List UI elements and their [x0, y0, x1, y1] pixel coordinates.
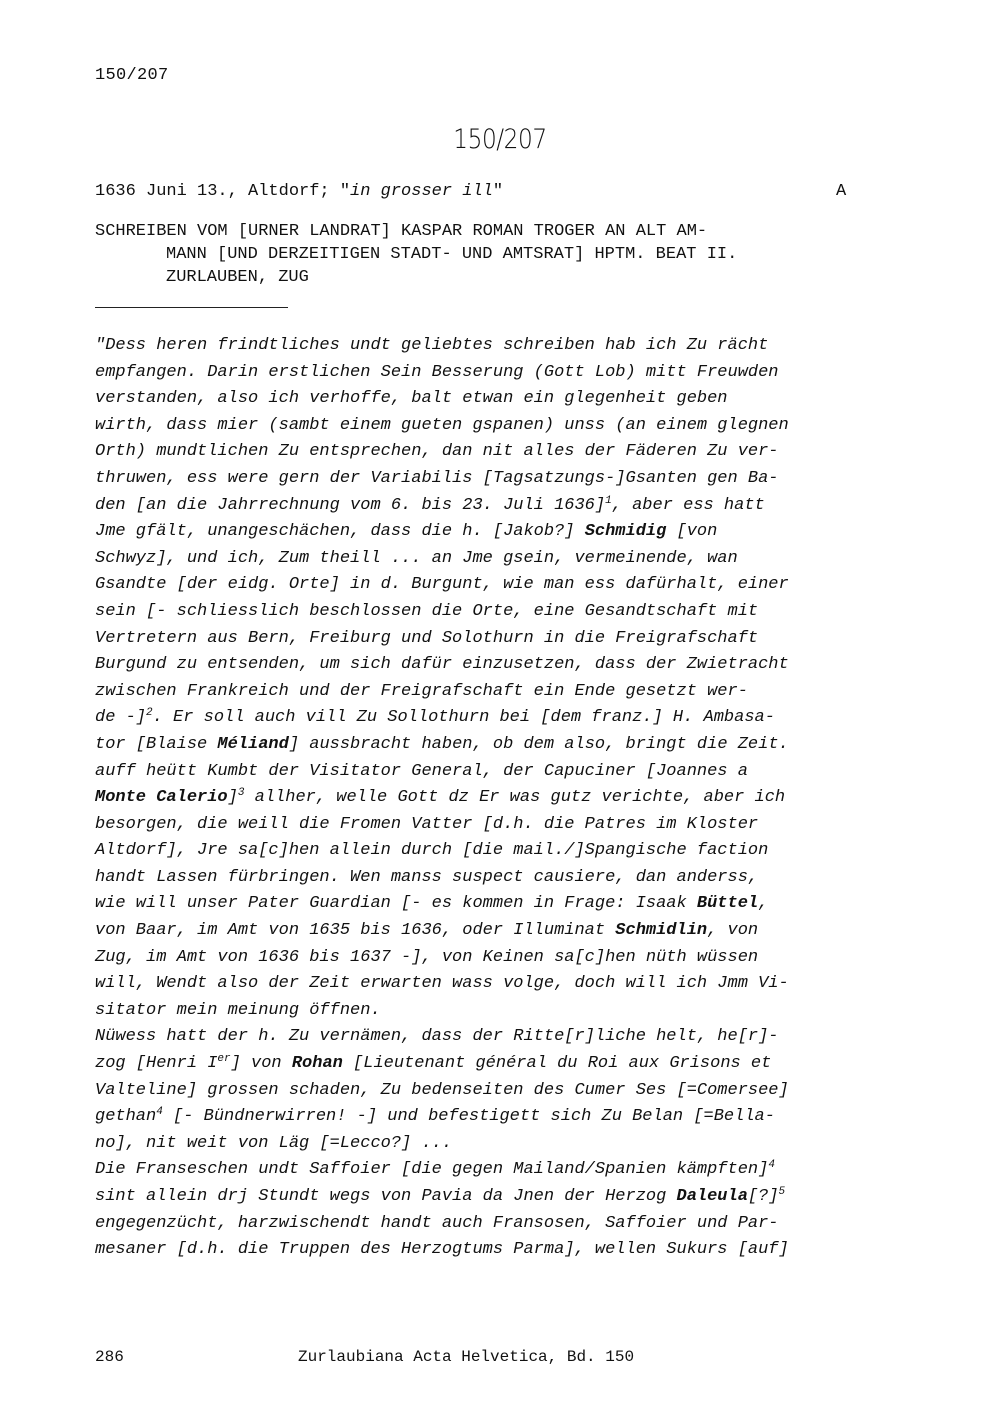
text-line — [95, 333, 865, 360]
text-segment: mesaner [d.h. die Truppen des Herzogtums Parma], wellen Sukurs [auf] — [95, 1240, 789, 1260]
text-segment: , aber ess hatt — [611, 495, 765, 515]
text-line — [95, 1078, 865, 1105]
text-line — [95, 679, 865, 706]
text-segment: Vertretern aus Bern, Freiburg und Solothurn in die Freigrafschaft — [95, 628, 759, 648]
classification-letter: A — [836, 182, 847, 201]
text-segment: auff heütt Kumbt der Visitator General, der Capuciner [Joannes a — [95, 761, 748, 781]
text-segment: ] von — [230, 1054, 292, 1074]
text-segment: de -] — [95, 708, 147, 728]
text-line — [95, 1237, 865, 1264]
text-segment: tor [Blaise — [95, 734, 218, 754]
date-quote-close: " — [492, 182, 504, 201]
text-line — [95, 572, 865, 599]
series-title: Zurlaubiana Acta Helvetica, Bd. 150 — [298, 1348, 635, 1366]
transcription-body — [95, 333, 865, 1264]
text-segment: thruwen, ess were gern der Variabilis [Tagsatzungs-]Gsanten gen Ba- — [95, 468, 779, 488]
text-segment: den [an die Jahrrechnung vom 6. bis 23. Juli 1636] — [95, 495, 606, 515]
footnote-marker: er — [217, 1053, 231, 1066]
name-bold: Schmidig — [584, 522, 667, 542]
text-line — [95, 1104, 865, 1131]
text-segment: , — [758, 894, 769, 914]
text-line — [95, 360, 865, 387]
text-segment: "Dess heren frindtliches undt geliebtes schreiben hab ich Zu rächt — [95, 336, 769, 355]
text-segment: empfangen. Darin erstlichen Sein Besserung (Gott Lob) mitt Freuwden — [95, 362, 779, 382]
text-line — [95, 466, 865, 493]
text-segment: besorgen, die weill die Fromen Vatter [d.h. die Patres im Kloster — [95, 814, 759, 834]
text-segment: Die Franseschen undt Saffoier [die gegen Mailand/Spanien kämpften] — [95, 1160, 769, 1180]
text-segment: handt Lassen fürbringen. Wen manss suspect causiere, dan anderss, — [95, 867, 759, 887]
text-segment: . Er soll auch vill Zu Sollothurn bei [dem franz.] H. Ambasa- — [152, 708, 775, 728]
text-line — [95, 439, 865, 466]
text-segment: engegenzücht, harzwischendt handt auch Fransosen, Saffoier und Par- — [95, 1213, 779, 1233]
text-line — [95, 785, 865, 812]
heading-line: ZURLAUBEN, ZUG — [166, 268, 309, 287]
text-line — [95, 891, 865, 918]
name-bold: Méliand — [217, 734, 289, 754]
text-segment: gethan — [95, 1107, 157, 1127]
text-segment: Valteline] grossen schaden, Zu bedenseiten des Cumer Ses [=Comersee] — [95, 1080, 789, 1100]
text-segment: [?] — [747, 1187, 779, 1206]
text-segment: allher, welle Gott dz Er was gutz verichte, aber ich — [244, 788, 786, 808]
text-segment: wie will unser Pater Guardian [- es kommen in Frage: Isaak — [95, 894, 697, 914]
text-segment: zwischen Frankreich und der Freigrafschaft ein Ende gesetzt wer- — [95, 681, 748, 701]
text-line — [95, 918, 865, 945]
text-line — [95, 519, 865, 546]
text-segment: no], nit weit von Läg [=Lecco?] ... — [95, 1133, 453, 1153]
text-segment: von Baar, im Amt von 1635 bis 1636, oder Illuminat — [95, 921, 616, 941]
text-segment: sitator mein meinung öffnen. — [95, 1000, 381, 1020]
text-line — [95, 1157, 865, 1184]
text-line — [95, 599, 865, 626]
text-line — [95, 705, 865, 732]
text-line — [95, 998, 865, 1025]
text-line — [95, 1131, 865, 1158]
text-segment: [Lieutenant général du Roi aux Grisons et — [342, 1054, 772, 1074]
text-line — [95, 413, 865, 440]
date-quote: in grosser ill — [350, 182, 493, 201]
text-line — [95, 812, 865, 839]
date-text: 1636 Juni 13., Altdorf; " — [95, 182, 351, 201]
footnote-marker: 3 — [237, 787, 245, 800]
name-bold: Monte Calerio — [95, 788, 228, 808]
name-bold: Büttel — [696, 894, 759, 914]
text-segment: zog [Henri I — [95, 1054, 218, 1074]
text-segment: ] — [227, 788, 238, 808]
text-segment: , von — [707, 921, 759, 941]
name-bold: Daleula — [676, 1187, 748, 1206]
text-segment: Orth) mundtlichen Zu entsprechen, dan nit alles der Fäderen Zu ver- — [95, 442, 779, 462]
footnote-marker: 2 — [146, 707, 153, 720]
name-bold: Rohan — [291, 1054, 343, 1074]
text-line — [95, 732, 865, 759]
footnote-marker: 4 — [156, 1106, 163, 1119]
text-line — [95, 865, 865, 892]
text-line — [95, 652, 865, 679]
text-segment: [- Bündnerwirren! -] und befestigett sich Zu Belan [=Bella- — [162, 1107, 775, 1127]
date-line — [95, 182, 503, 201]
text-line — [95, 945, 865, 972]
text-line — [95, 1051, 865, 1078]
text-segment: sint allein drj Stundt wegs von Pavia da Jnen der Herzog — [95, 1187, 677, 1206]
document-number: 150/207 — [453, 124, 547, 155]
heading-line: SCHREIBEN VOM [URNER LANDRAT] KASPAR ROMAN TROGER AN ALT AM- — [95, 222, 708, 241]
document-heading — [95, 220, 855, 289]
text-line — [95, 1184, 865, 1211]
text-line — [95, 1211, 865, 1238]
text-segment: Zug, im Amt von 1636 bis 1637 -], von Keinen sa[c]hen nüth wüssen — [95, 947, 759, 967]
text-segment: Gsandte [der eidg. Orte] in d. Burgunt, wie man ess dafürhalt, einer — [95, 575, 789, 595]
text-segment: Schwyz], und ich, Zum theill ... an Jme gsein, vermeinende, wan — [95, 548, 738, 568]
text-segment: sein [- schliesslich beschlossen die Orte, eine Gesandtschaft mit — [95, 601, 759, 621]
separator-rule — [95, 307, 288, 308]
text-line — [95, 971, 865, 998]
text-line — [95, 1024, 865, 1051]
text-line — [95, 546, 865, 573]
heading-line: MANN [UND DERZEITIGEN STADT- UND AMTSRAT] HPTM. BEAT II. — [166, 245, 738, 264]
text-segment: Burgund zu entsenden, um sich dafür einzusetzen, dass der Zwietracht — [95, 655, 789, 675]
text-segment: ] aussbracht haben, ob dem also, bringt die Zeit. — [288, 734, 789, 754]
text-line — [95, 493, 865, 520]
text-line — [95, 759, 865, 786]
text-line — [95, 838, 865, 865]
text-segment: will, Wendt also der Zeit erwarten wass volge, doch will ich Jmm Vi- — [95, 974, 789, 994]
text-segment: [von — [666, 522, 718, 542]
text-segment: wirth, dass mier (sambt einem gueten gspanen) unss (an einem glegnen — [95, 415, 789, 435]
text-segment: Jme gfält, unangeschächen, dass die h. [Jakob?] — [95, 522, 585, 542]
text-segment: Nüwess hatt der h. Zu vernämen, dass der Ritte[r]liche helt, he[r]- — [95, 1027, 779, 1047]
text-segment: verstanden, also ich verhoffe, balt etwan ein glegenheit geben — [95, 389, 728, 409]
name-bold: Schmidlin — [615, 921, 708, 941]
footnote-marker: 4 — [768, 1159, 775, 1172]
footnote-marker: 1 — [605, 494, 612, 507]
footnote-marker: 5 — [778, 1186, 786, 1198]
text-line — [95, 626, 865, 653]
text-segment: Altdorf], Jre sa[c]hen allein durch [die mail./]Spangische faction — [95, 841, 769, 861]
page-reference: 150/207 — [95, 66, 169, 85]
text-line — [95, 386, 865, 413]
page-number: 286 — [95, 1348, 124, 1366]
